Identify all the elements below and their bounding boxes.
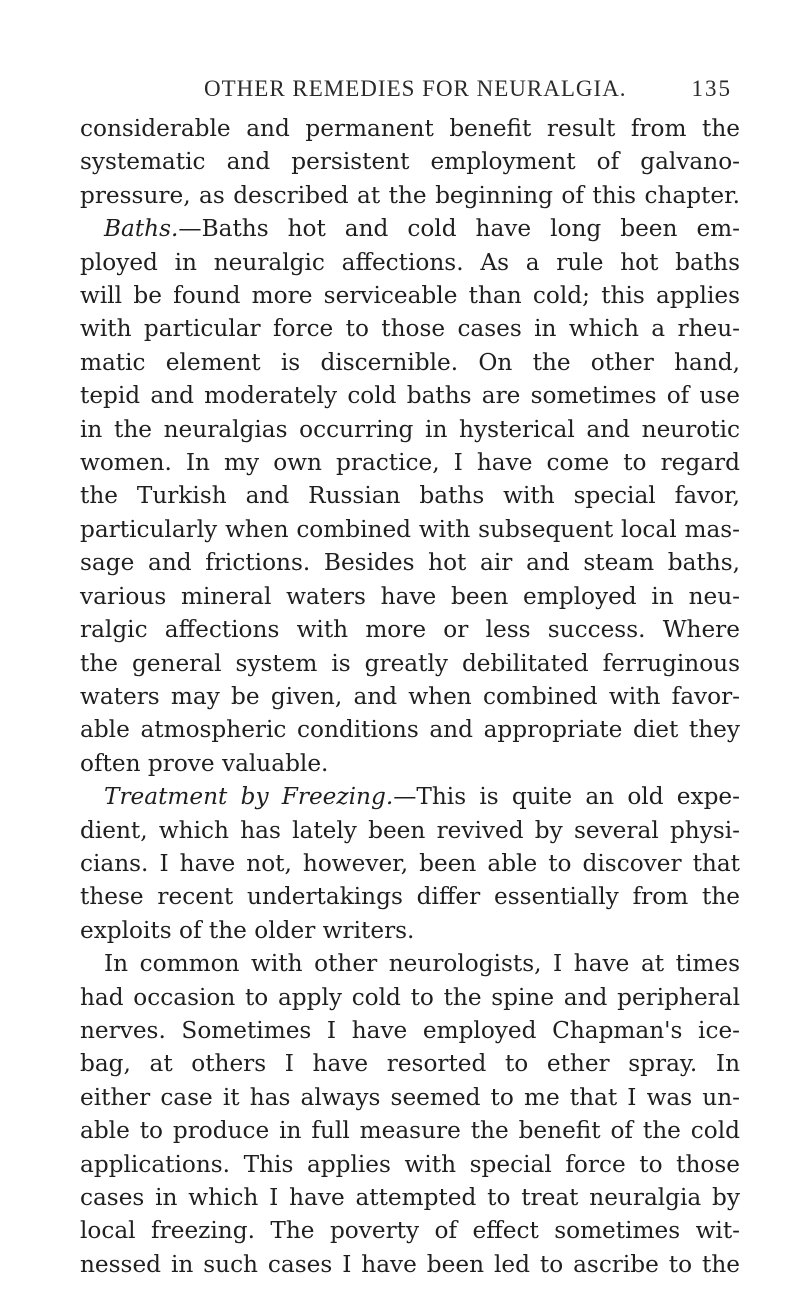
text-line: able atmospheric conditions and appropriate diet they [80, 716, 740, 744]
text-line: either case it has always seemed to me that I was un- [80, 1083, 740, 1111]
text-line: women. In my own practice, I have come to regard [80, 449, 740, 477]
text-line: these recent undertakings differ essentially from the [80, 883, 740, 911]
text-line: ployed in neuralgic affections. As a rule hot baths [80, 248, 740, 276]
text-line: sage and frictions. Besides hot air and steam baths, [80, 549, 740, 577]
text-line: ralgic affections with more or less success. Where [80, 616, 740, 644]
baths-intro: —Baths hot and cold have long been em- [178, 215, 740, 243]
text-line: cases in which I have attempted to treat neuralgia by [80, 1184, 740, 1211]
page-number: 135 [691, 76, 732, 101]
text-line: tepid and moderately cold baths are sometimes of use [80, 382, 740, 410]
text-line: dient, which has lately been revived by several physi- [80, 816, 740, 844]
body-text [80, 112, 740, 1281]
running-title: OTHER REMEDIES FOR NEURALGIA. [204, 76, 627, 101]
text-line: particularly when combined with subsequent local mas- [80, 515, 740, 543]
text-line: able to produce in full measure the benefit of the cold [80, 1117, 740, 1145]
text-line: in the neuralgias occurring in hysterical and neurotic [80, 415, 740, 443]
text-line: the Turkish and Russian baths with special favor, [80, 482, 740, 510]
text-line-baths-heading [80, 212, 740, 245]
text-line-freezing-heading [80, 780, 740, 813]
freezing-intro: —This is quite an old expe- [393, 783, 740, 811]
text-line: nerves. Sometimes I have employed Chapman's ice- [80, 1016, 740, 1044]
text-line: with particular force to those cases in which a rheu- [80, 315, 740, 343]
text-line: In common with other neurologists, I have at times [104, 950, 740, 978]
text-line: exploits of the older writers. [80, 916, 415, 944]
text-line: local freezing. The poverty of effect sometimes wit- [80, 1217, 740, 1245]
freezing-heading: Treatment by Freezing. [104, 783, 394, 811]
text-line: systematic and persistent employment of galvano- [80, 148, 740, 176]
text-line: will be found more serviceable than cold; this applies [80, 282, 740, 310]
text-line: waters may be given, and when combined with favor- [80, 682, 740, 710]
text-line: various mineral waters have been employed in neu- [80, 582, 740, 610]
text-line: had occasion to apply cold to the spine and peripheral [80, 983, 740, 1011]
running-header [80, 76, 732, 106]
text-line: often prove valuable. [80, 749, 329, 777]
text-line: matic element is discernible. On the other hand, [80, 348, 740, 376]
text-line: applications. This applies with special force to those [80, 1150, 740, 1178]
text-line: cians. I have not, however, been able to discover that [80, 849, 740, 877]
text-line: nessed in such cases I have been led to ascribe to the [80, 1250, 740, 1278]
text-line: the general system is greatly debilitated ferruginous [80, 649, 740, 677]
text-line: bag, at others I have resorted to ether spray. In [80, 1050, 740, 1078]
text-line: considerable and permanent benefit result from the [80, 115, 740, 142]
baths-heading: Baths. [104, 215, 179, 243]
text-line: pressure, as described at the beginning of this chapter. [80, 181, 740, 209]
